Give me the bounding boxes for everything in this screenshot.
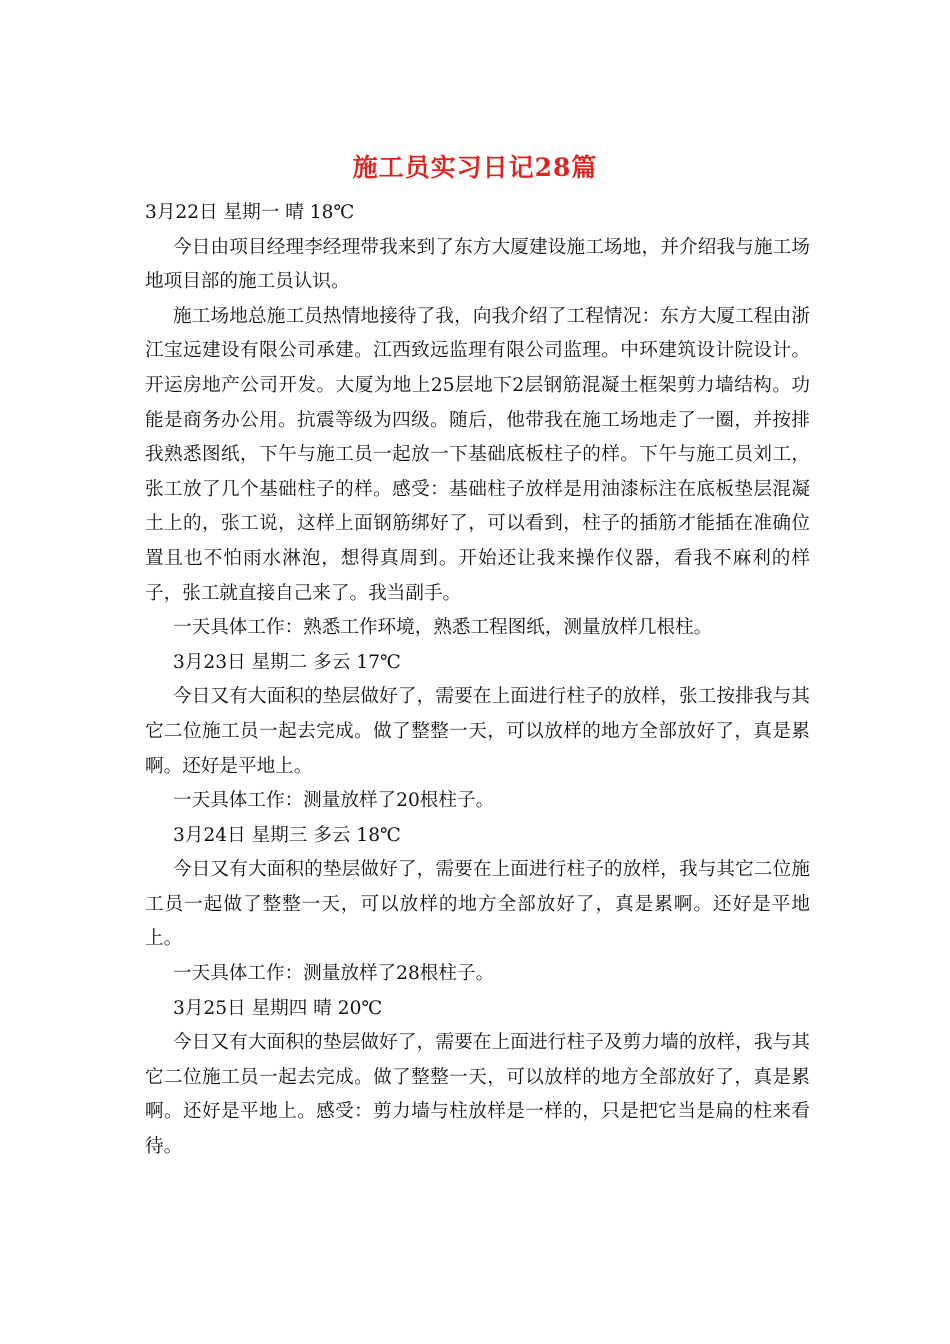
paragraph: 施工场地总施工员热情地接待了我，向我介绍了工程情况：东方大厦工程由浙江宝远建设有限公司承建。江西致远监理有限公司监理。中环建筑设计院设计。开运房地产公司开发。大厦为地上25层地下2层钢筋混凝土框架剪力墙结构。功能是商务办公用。抗震等级为四级。随后，他带我在施工场地走了一圈，并按排我熟悉图纸，下午与施工员一起放一下基础底板柱子的样。下午与施工员刘工，张工放了几个基础柱子的样。感受：基础柱子放样是用油漆标注在底板垫层混凝土上的，张工说，这样上面钢筋绑好了，可以看到，柱子的插筋才能插在准确位置且也不怕雨水淋泡，想得真周到。开始还让我来操作仪器，看我不麻利的样子，张工就直接自己来了。我当副手。 bbox=[145, 305, 810, 604]
paragraph: 3月23日 星期二 多云 17℃ bbox=[173, 651, 401, 673]
paragraph: 一天具体工作：测量放样了28根柱子。 bbox=[173, 963, 495, 985]
paragraph: 今日由项目经理李经理带我来到了东方大厦建设施工场地，并介绍我与施工场地项目部的施工员认识。 bbox=[145, 236, 810, 293]
paragraph: 3月25日 星期四 晴 20℃ bbox=[173, 997, 383, 1019]
paragraph: 一天具体工作：测量放样了20根柱子。 bbox=[173, 790, 495, 812]
paragraph: 今日又有大面积的垫层做好了，需要在上面进行柱子的放样，张工按排我与其它二位施工员一起去完成。做了整整一天，可以放样的地方全部放好了，真是累啊。还好是平地上。 bbox=[145, 686, 810, 777]
paragraph: 今日又有大面积的垫层做好了，需要在上面进行柱子及剪力墙的放样，我与其它二位施工员一起去完成。做了整整一天，可以放样的地方全部放好了，真是累啊。还好是平地上。感受：剪力墙与柱放样是一样的，只是把它当是扁的柱来看待。 bbox=[145, 1032, 810, 1158]
paragraph: 3月22日 星期一 晴 18℃ bbox=[145, 202, 355, 223]
paragraph: 3月24日 星期三 多云 18℃ bbox=[173, 824, 401, 846]
paragraph: 一天具体工作：熟悉工作环境，熟悉工程图纸，测量放样几根柱。 bbox=[173, 617, 713, 639]
document-title: 施工员实习日记28篇 bbox=[352, 153, 598, 182]
paragraph: 今日又有大面积的垫层做好了，需要在上面进行柱子的放样，我与其它二位施工员一起做了整整一天，可以放样的地方全部放好了，真是累啊。还好是平地上。 bbox=[145, 859, 810, 950]
document-body bbox=[145, 196, 810, 1165]
